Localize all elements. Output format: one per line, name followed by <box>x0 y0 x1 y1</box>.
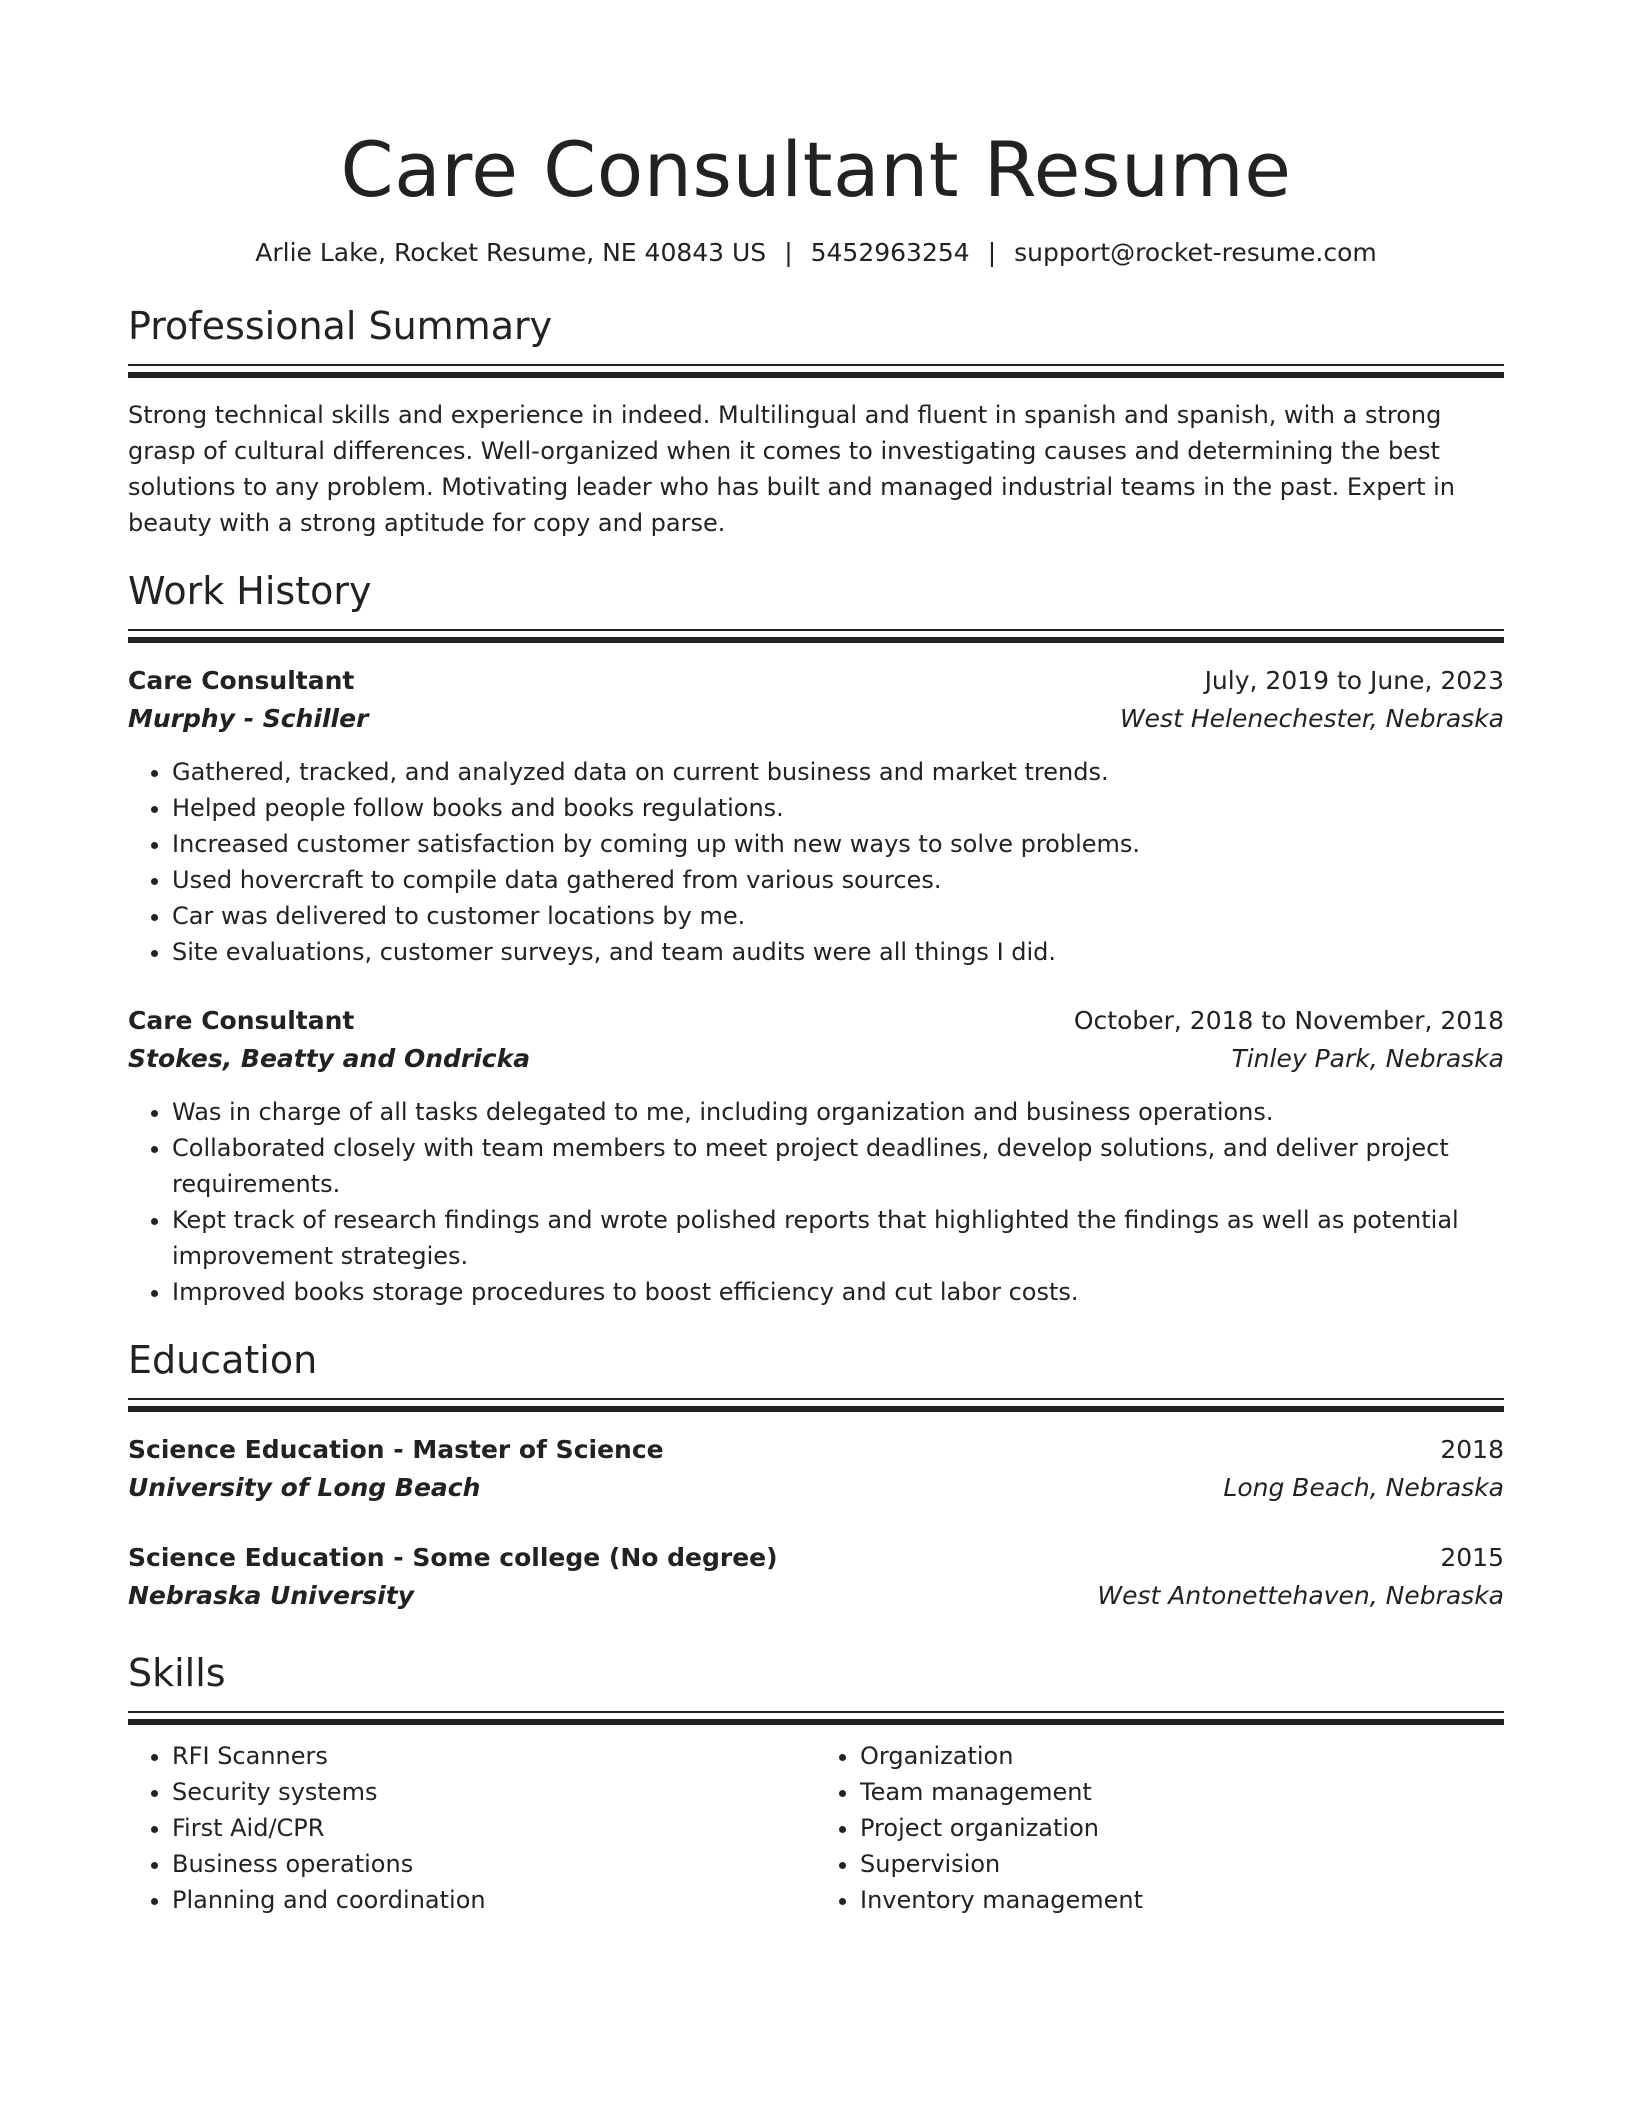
school-name: University of Long Beach <box>128 1473 481 1502</box>
section-divider <box>128 1398 1504 1413</box>
education-section <box>128 1336 1504 1615</box>
job-bullet: • Was in charge of all tasks delegated to me, including organization and business operations. <box>172 1094 1504 1130</box>
degree-title: Science Education - Some college (No degree) <box>128 1543 778 1572</box>
job-entry <box>128 1002 1504 1310</box>
skill-item: • Project organization <box>860 1810 1504 1846</box>
skill-item: • RFI Scanners <box>172 1738 816 1774</box>
job-bullet: • Collaborated closely with team members to meet project deadlines, develop solutions, and deliver project requirements. <box>172 1130 1504 1202</box>
skill-item: • Business operations <box>172 1846 816 1882</box>
job-dates: July, 2019 to June, 2023 <box>1204 666 1504 695</box>
job-bullet: • Helped people follow books and books regulations. <box>172 790 1504 826</box>
job-title: Care Consultant <box>128 666 355 695</box>
education-entry <box>128 1431 1504 1507</box>
contact-phone: 5452963254 <box>810 238 970 267</box>
degree-year: 2018 <box>1440 1435 1504 1464</box>
skills-column-right <box>816 1738 1504 1918</box>
job-bullets <box>128 1094 1504 1310</box>
contact-address: Arlie Lake, Rocket Resume, NE 40843 US <box>255 238 767 267</box>
education-entry <box>128 1539 1504 1615</box>
job-dates: October, 2018 to November, 2018 <box>1073 1006 1504 1035</box>
job-location: West Helenechester, Nebraska <box>1119 704 1504 733</box>
skill-item: • First Aid/CPR <box>172 1810 816 1846</box>
contact-line <box>128 236 1504 270</box>
work-history-section <box>128 567 1504 1310</box>
job-bullet: • Car was delivered to customer locations by me. <box>172 898 1504 934</box>
school-location: West Antonettehaven, Nebraska <box>1097 1581 1504 1610</box>
school-name: Nebraska University <box>128 1581 414 1610</box>
education-heading: Education <box>128 1338 318 1382</box>
skill-item: • Inventory management <box>860 1882 1504 1918</box>
skills-grid <box>128 1738 1504 1918</box>
degree-title: Science Education - Master of Science <box>128 1435 664 1464</box>
summary-section <box>128 302 1504 541</box>
job-company: Murphy - Schiller <box>128 704 369 733</box>
job-entry <box>128 662 1504 970</box>
job-bullet: • Used hovercraft to compile data gathered from various sources. <box>172 862 1504 898</box>
job-location: Tinley Park, Nebraska <box>1231 1044 1504 1073</box>
contact-separator: | <box>987 238 997 267</box>
job-bullet: • Gathered, tracked, and analyzed data on current business and market trends. <box>172 754 1504 790</box>
contact-email: support@rocket-resume.com <box>1014 238 1377 267</box>
skill-item: • Security systems <box>172 1774 816 1810</box>
job-title: Care Consultant <box>128 1006 355 1035</box>
summary-text: Strong technical skills and experience in indeed. Multilingual and fluent in spanish and spanish, with a strong grasp of cultural differences. Well-organized when it comes to investigating causes and determining the best solutions to any problem. Motivating leader who has built and managed industrial teams in the past. Expert in beauty with a strong aptitude for copy and parse. <box>128 401 1456 537</box>
job-bullet: • Increased customer satisfaction by coming up with new ways to solve problems. <box>172 826 1504 862</box>
section-divider <box>128 1711 1504 1726</box>
section-divider <box>128 629 1504 644</box>
skills-section <box>128 1649 1504 1918</box>
skill-item: • Supervision <box>860 1846 1504 1882</box>
skill-item: • Team management <box>860 1774 1504 1810</box>
skill-item: • Organization <box>860 1738 1504 1774</box>
job-bullet: • Improved books storage procedures to boost efficiency and cut labor costs. <box>172 1274 1504 1310</box>
contact-separator: | <box>784 238 793 267</box>
job-bullet: • Site evaluations, customer surveys, and team audits were all things I did. <box>172 934 1504 970</box>
degree-year: 2015 <box>1440 1543 1504 1572</box>
job-bullets <box>128 754 1504 970</box>
resume-title: Care Consultant Resume <box>340 125 1292 214</box>
work-history-heading: Work History <box>128 569 372 613</box>
skills-heading: Skills <box>128 1651 226 1695</box>
summary-heading: Professional Summary <box>128 304 553 348</box>
job-bullet: • Kept track of research findings and wrote polished reports that highlighted the findings as well as potential improvement strategies. <box>172 1202 1504 1274</box>
section-divider <box>128 364 1504 379</box>
school-location: Long Beach, Nebraska <box>1223 1473 1504 1502</box>
skills-column-left <box>128 1738 816 1918</box>
skill-item: • Planning and coordination <box>172 1882 816 1918</box>
job-company: Stokes, Beatty and Ondricka <box>128 1044 531 1073</box>
